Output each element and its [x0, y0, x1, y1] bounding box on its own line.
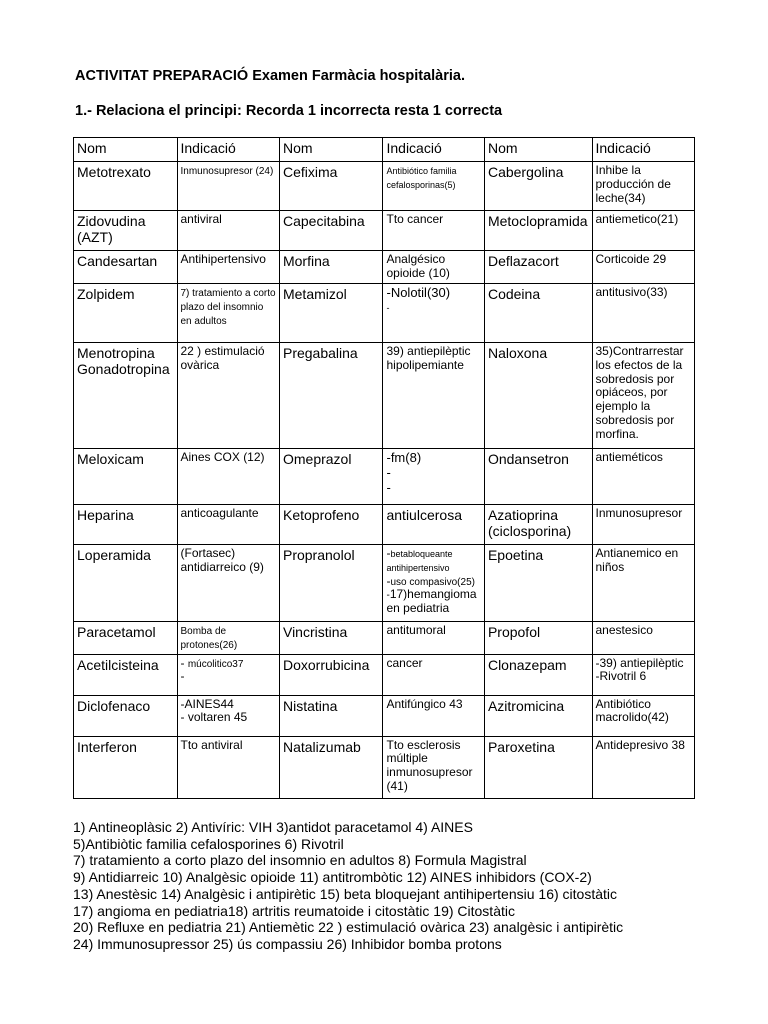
- header-cell: Nom: [279, 138, 383, 162]
- indication: -39) antiepilèptic -Rivotril 6: [592, 654, 695, 695]
- drug-name: Capecitabina: [279, 211, 383, 251]
- drug-name: Candesartan: [74, 251, 178, 284]
- legend-line: 1) Antineoplàsic 2) Antivíric: VIH 3)antidot paracetamol 4) AINES: [73, 819, 473, 835]
- indication: antiemetico(21): [592, 211, 695, 251]
- indication: 35)Contrarrestar los efectos de la sobredosis por opiáceos, por ejemplo la sobredosis por morfina.: [592, 343, 695, 449]
- page-title: ACTIVITAT PREPARACIÓ Examen Farmàcia hospitalària.: [75, 68, 465, 84]
- indication: 39) antiepilèptic hipolipemiante: [383, 343, 484, 449]
- indication: (Fortasec) antidiarreico (9): [177, 545, 279, 622]
- table-row: [74, 251, 695, 284]
- indication: Bomba de protones(26): [177, 622, 279, 655]
- indication: Inhibe la producción de leche(34): [592, 162, 695, 211]
- drug-name: Zidovudina (AZT): [74, 211, 178, 251]
- legend-line: 13) Anestèsic 14) Analgèsic i antipirètic 15) beta bloquejant antihipertensiu 16) citostàtic: [73, 885, 617, 902]
- drug-name: Vincristina: [279, 622, 383, 655]
- drug-name: Natalizumab: [279, 736, 383, 798]
- indication: Inmunosupresor: [592, 505, 695, 545]
- indication: Antibiótico macrolido(42): [592, 695, 695, 736]
- table-row: [74, 211, 695, 251]
- legend-line: 20) Refluxe en pediatria 21) Antiemètic 22 ) estimulació ovàrica 23) analgèsic i antipirètic: [73, 919, 624, 936]
- drug-name: Meloxicam: [74, 449, 178, 505]
- drug-name: Clonazepam: [484, 654, 592, 695]
- drug-name: Pregabalina: [279, 343, 383, 449]
- legend-line: 17) angioma en pediatria18) artritis reumatoide i citostàtic 19) Citostàtic: [73, 902, 515, 919]
- indication: Antibiótico familia cefalosporinas(5): [383, 162, 484, 211]
- indication: Antihipertensivo: [177, 251, 279, 284]
- drug-name: Metoclopramida: [484, 211, 592, 251]
- indication: -AINES44 - voltaren 45: [177, 695, 279, 736]
- drug-name: Heparina: [74, 505, 178, 545]
- legend-line: 7) tratamiento a corto plazo del insomnio en adultos 8) Formula Magistral: [73, 852, 527, 869]
- drug-name: Morfina: [279, 251, 383, 284]
- indication: Inmunosupresor (24): [177, 162, 279, 211]
- indication: 7) tratamiento a corto plazo del insomnio en adultos: [177, 284, 279, 343]
- indication: anticoagulante: [177, 505, 279, 545]
- indication: -Nolotil(30) -: [383, 284, 484, 343]
- drug-name: Interferon: [74, 736, 178, 798]
- drug-name: Ketoprofeno: [279, 505, 383, 545]
- drug-name: Paroxetina: [484, 736, 592, 798]
- indication: Tto cancer: [383, 211, 484, 251]
- drug-name: Metamizol: [279, 284, 383, 343]
- header-cell: Indicació: [177, 138, 279, 162]
- drug-name: Metotrexato: [74, 162, 178, 211]
- indication: Tto esclerosis múltiple inmunosupresor (41): [383, 736, 484, 798]
- indication: antitumoral: [383, 622, 484, 655]
- table-row: [74, 284, 695, 343]
- drug-name: Doxorrubicina: [279, 654, 383, 695]
- table-row: [74, 449, 695, 505]
- indication: Analgésico opioide (10): [383, 251, 484, 284]
- indication: -fm(8) - -: [383, 449, 484, 505]
- drug-name: Diclofenaco: [74, 695, 178, 736]
- drug-name: Nistatina: [279, 695, 383, 736]
- indication: - múcolitico37 -: [177, 654, 279, 695]
- drug-name: Omeprazol: [279, 449, 383, 505]
- indication: Tto antiviral: [177, 736, 279, 798]
- drug-name: Deflazacort: [484, 251, 592, 284]
- header-cell: Nom: [74, 138, 178, 162]
- header-cell: Nom: [484, 138, 592, 162]
- indication: 22 ) estimulació ovàrica: [177, 343, 279, 449]
- table-row: [74, 736, 695, 798]
- drug-name: Cabergolina: [484, 162, 592, 211]
- drug-name: Cefixima: [279, 162, 383, 211]
- table-row: [74, 162, 695, 211]
- drug-name: Azitromicina: [484, 695, 592, 736]
- header-cell: Indicació: [383, 138, 484, 162]
- table-row: [74, 505, 695, 545]
- drug-name: Loperamida: [74, 545, 178, 622]
- drug-name: Naloxona: [484, 343, 592, 449]
- table-row: [74, 654, 695, 695]
- table-row: [74, 545, 695, 622]
- indication: antieméticos: [592, 449, 695, 505]
- drug-name: Acetilcisteina: [74, 654, 178, 695]
- indication: -betabloqueante antihipertensivo -uso compasivo(25) -17)hemangioma en pediatria: [383, 545, 484, 622]
- table-row: [74, 695, 695, 736]
- indication: antiulcerosa: [383, 505, 484, 545]
- drug-name: Propofol: [484, 622, 592, 655]
- section-heading: 1.- Relaciona el principi: Recorda 1 incorrecta resta 1 correcta: [75, 103, 503, 119]
- drug-name: Ondansetron: [484, 449, 592, 505]
- drug-name: Paracetamol: [74, 622, 178, 655]
- indication: Antianemico en niños: [592, 545, 695, 622]
- legend-line: 5)Antibiòtic familia cefalosporines 6) Rivotril: [73, 835, 344, 852]
- header-cell: Indicació: [592, 138, 695, 162]
- table-header-row: [74, 138, 695, 162]
- indication: anestesico: [592, 622, 695, 655]
- indication: cancer: [383, 654, 484, 695]
- drug-name: Propranolol: [279, 545, 383, 622]
- indication: Corticoide 29: [592, 251, 695, 284]
- table-row: [74, 622, 695, 655]
- legend-line: 9) Antidiarreic 10) Analgèsic opioide 11) antitrombòtic 12) AINES inhibidors (COX-2): [73, 869, 592, 886]
- drug-name: Menotropina Gonadotropina: [74, 343, 178, 449]
- drug-table: [73, 137, 695, 799]
- indication: Antidepresivo 38: [592, 736, 695, 798]
- indication: Antifúngico 43: [383, 695, 484, 736]
- drug-name: Codeina: [484, 284, 592, 343]
- table-row: [74, 343, 695, 449]
- indication: antitusivo(33): [592, 284, 695, 343]
- indication: Aines COX (12): [177, 449, 279, 505]
- legend-list: [73, 819, 623, 953]
- drug-name: Epoetina: [484, 545, 592, 622]
- drug-name: Zolpidem: [74, 284, 178, 343]
- indication: antiviral: [177, 211, 279, 251]
- drug-name: Azatioprina (ciclosporina): [484, 505, 592, 545]
- legend-line: 24) Immunosupressor 25) ús compassiu 26) Inhibidor bomba protons: [73, 935, 502, 952]
